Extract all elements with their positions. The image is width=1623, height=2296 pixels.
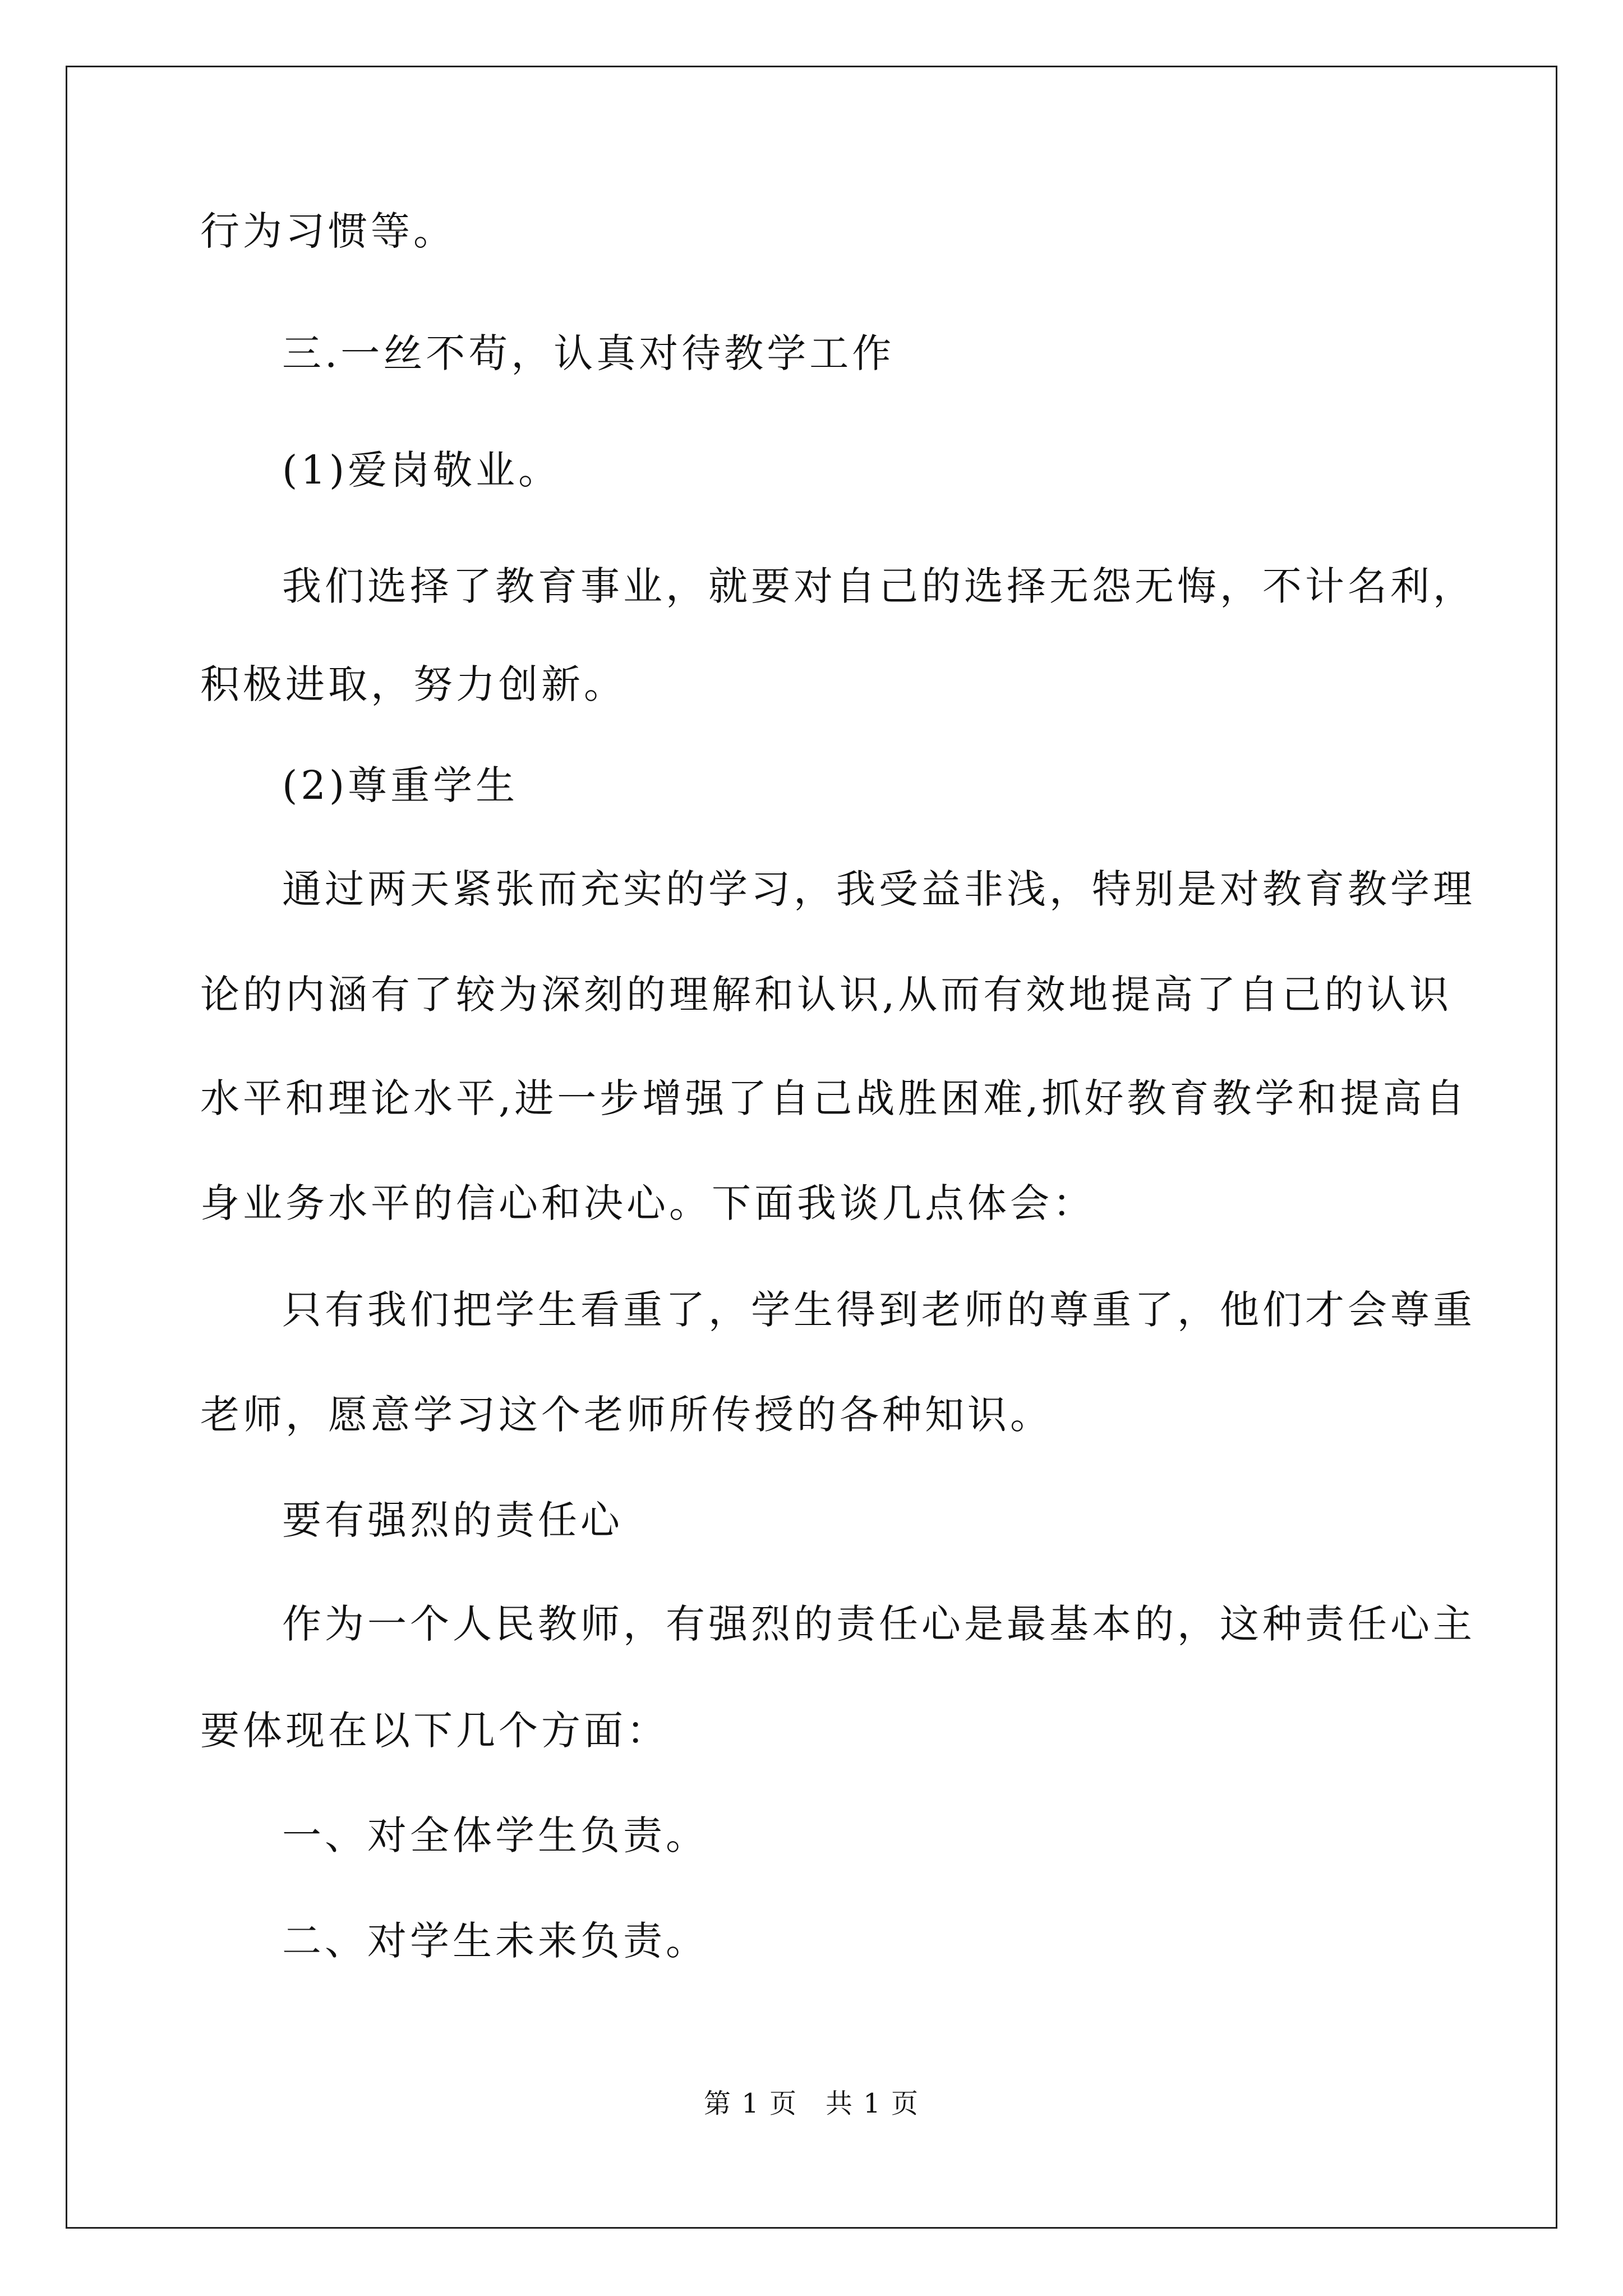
page-frame bbox=[66, 66, 1557, 2229]
text-line: 论的内涵有了较为深刻的理解和认识,从而有效地提高了自己的认识 bbox=[200, 972, 1453, 1018]
section-heading: 三.一丝不苟，认真对待教学工作 bbox=[282, 330, 895, 376]
list-item: 二、对学生未来负责。 bbox=[282, 1918, 708, 1964]
text-line: 要体现在以下几个方面： bbox=[200, 1708, 669, 1754]
text-line: 积极进取，努力创新。 bbox=[200, 661, 626, 707]
list-item: 一、对全体学生负责。 bbox=[282, 1812, 708, 1858]
text-line: 通过两天紧张而充实的学习，我受益非浅，特别是对教育教学理 bbox=[282, 866, 1476, 912]
subheading: (2)尊重学生 bbox=[282, 762, 519, 808]
page-number: 第 1 页 共 1 页 bbox=[703, 2088, 920, 2119]
text-line: 我们选择了教育事业，就要对自己的选择无怨无悔，不计名利， bbox=[282, 563, 1476, 609]
text-line: 水平和理论水平,进一步增强了自己战胜困难,抓好教育教学和提高自 bbox=[200, 1075, 1468, 1121]
text-line: 作为一个人民教师，有强烈的责任心是最基本的，这种责任心主 bbox=[282, 1601, 1476, 1647]
text-line: 只有我们把学生看重了，学生得到老师的尊重了，他们才会尊重 bbox=[282, 1287, 1476, 1333]
text-line: 身业务水平的信心和决心。下面我谈几点体会： bbox=[200, 1180, 1095, 1226]
subheading: 要有强烈的责任心 bbox=[282, 1497, 623, 1543]
text-line: 行为习惯等。 bbox=[200, 208, 456, 254]
text-line: 老师，愿意学习这个老师所传授的各种知识。 bbox=[200, 1392, 1053, 1438]
subheading: (1)爱岗敬业。 bbox=[282, 447, 561, 493]
